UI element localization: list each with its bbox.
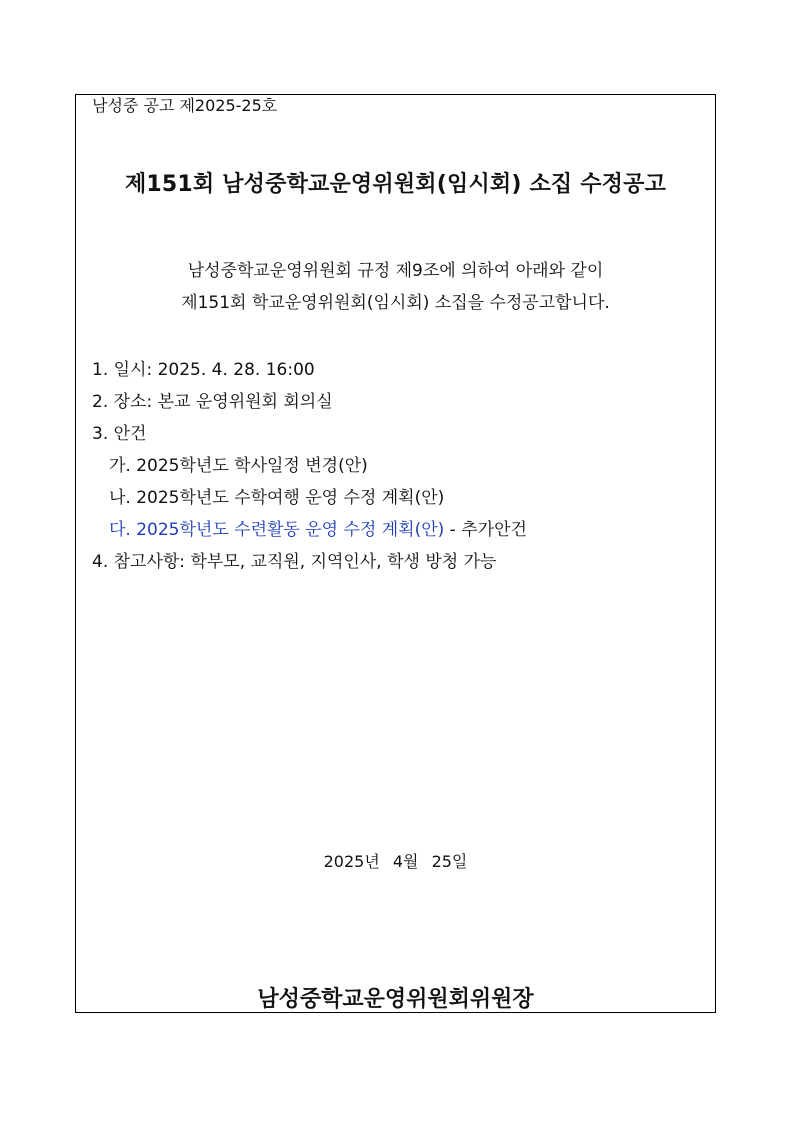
agenda-item-a: 가. 2025학년도 학사일정 변경(안) <box>109 456 368 476</box>
agenda-item-c-text: 다. 2025학년도 수련활동 운영 수정 계획(안) <box>109 520 445 540</box>
intro-line-1: 남성중학교운영위원회 규정 제9조에 의하여 아래와 같이 <box>187 261 604 281</box>
agenda-item-b: 나. 2025학년도 수학여행 운영 수정 계획(안) <box>109 488 445 508</box>
item-date: 1. 일시: 2025. 4. 28. 16:00 <box>92 360 315 380</box>
notice-items <box>92 354 527 578</box>
issue-date: 2025년 4월 25일 <box>323 852 468 871</box>
notice-title: 제151회 남성중학교운영위원회(임시회) 소집 수정공고 <box>124 172 667 197</box>
intro-line-2: 제151회 학교운영위원회(임시회) 소집을 수정공고합니다. <box>181 293 610 313</box>
item-reference: 4. 참고사항: 학부모, 교직원, 지역인사, 학생 방청 가능 <box>92 552 497 572</box>
item-place: 2. 장소: 본교 운영위원회 회의실 <box>92 392 333 412</box>
signer-title: 남성중학교운영위원회위원장 <box>257 987 534 1012</box>
intro-paragraph <box>76 255 715 319</box>
notice-frame <box>75 94 716 1013</box>
agenda-item-c-note: - 추가안건 <box>444 520 527 540</box>
item-agenda-heading: 3. 안건 <box>92 424 147 444</box>
notice-number: 남성중 공고 제2025-25호 <box>92 96 278 115</box>
agenda-item-c <box>92 514 527 546</box>
